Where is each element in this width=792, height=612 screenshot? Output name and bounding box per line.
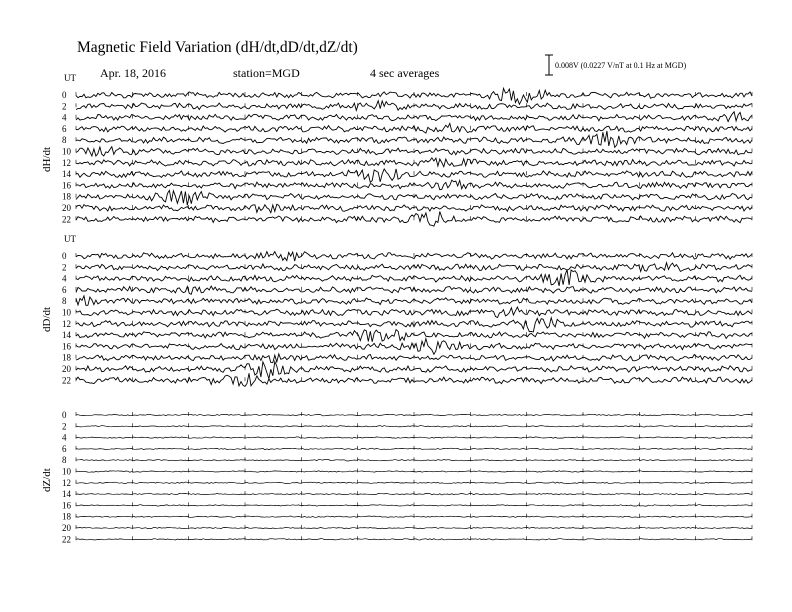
ylabel-dd: dD/dt bbox=[41, 306, 53, 332]
row-label-dD-dt-20: 20 bbox=[62, 364, 71, 374]
row-label-dZ-dt-14: 14 bbox=[62, 489, 71, 500]
ylabel-dh: dH/dt bbox=[41, 146, 53, 172]
row-label-dH-dt-0: 0 bbox=[62, 90, 67, 100]
row-label-dD-dt-8: 8 bbox=[62, 296, 67, 307]
row-label-dZ-dt-6: 6 bbox=[62, 443, 67, 454]
trace-dD-dt-20 bbox=[76, 362, 752, 379]
row-label-dZ-dt-22: 22 bbox=[62, 534, 71, 545]
row-label-dZ-dt-12: 12 bbox=[62, 477, 71, 488]
trace-dH-dt-0 bbox=[76, 88, 752, 104]
row-label-dD-dt-4: 4 bbox=[62, 273, 67, 284]
row-label-dH-dt-20: 20 bbox=[62, 203, 71, 213]
ylabel-dz: dZ/dt bbox=[41, 468, 53, 492]
row-label-dZ-dt-16: 16 bbox=[62, 500, 71, 511]
row-label-dH-dt-12: 12 bbox=[62, 157, 71, 168]
row-label-dZ-dt-18: 18 bbox=[62, 511, 71, 522]
scale-bar bbox=[545, 55, 553, 75]
trace-dH-dt-4 bbox=[76, 112, 752, 122]
row-label-dH-dt-2: 2 bbox=[62, 101, 67, 112]
row-label-dH-dt-8: 8 bbox=[62, 135, 67, 146]
row-label-dZ-dt-0: 0 bbox=[62, 410, 67, 420]
row-label-dD-dt-14: 14 bbox=[62, 330, 71, 341]
row-label-dD-dt-18: 18 bbox=[62, 352, 71, 363]
row-label-dH-dt-10: 10 bbox=[62, 146, 71, 157]
ut-label-panel-2: UT bbox=[64, 234, 76, 244]
row-label-dD-dt-12: 12 bbox=[62, 318, 71, 329]
row-label-dD-dt-0: 0 bbox=[62, 251, 67, 261]
row-label-dD-dt-10: 10 bbox=[62, 307, 71, 318]
date-label: Apr. 18, 2016 bbox=[100, 66, 166, 80]
trace-dH-dt-2 bbox=[76, 101, 752, 111]
row-label-dZ-dt-4: 4 bbox=[62, 432, 67, 443]
trace-dH-dt-14 bbox=[76, 169, 752, 182]
row-label-dD-dt-2: 2 bbox=[62, 262, 67, 273]
row-label-dZ-dt-8: 8 bbox=[62, 455, 67, 466]
row-label-dZ-dt-2: 2 bbox=[62, 421, 67, 432]
scale-note: 0.008V (0.0227 V/nT at 0.1 Hz at MGD) bbox=[555, 61, 687, 70]
row-label-dZ-dt-20: 20 bbox=[62, 523, 71, 533]
chart-title: Magnetic Field Variation (dH/dt,dD/dt,dZ/dt) bbox=[77, 39, 358, 56]
row-label-dH-dt-18: 18 bbox=[62, 191, 71, 202]
station-label: station=MGD bbox=[233, 66, 300, 80]
row-label-dH-dt-6: 6 bbox=[62, 123, 67, 134]
row-label-dD-dt-16: 16 bbox=[62, 341, 71, 352]
trace-dH-dt-18 bbox=[76, 190, 752, 205]
row-label-dH-dt-16: 16 bbox=[62, 180, 71, 191]
averaging-label: 4 sec averages bbox=[370, 66, 440, 80]
row-label-dH-dt-4: 4 bbox=[62, 112, 67, 123]
row-label-dH-dt-22: 22 bbox=[62, 214, 71, 225]
row-label-dZ-dt-10: 10 bbox=[62, 466, 71, 477]
row-label-dD-dt-22: 22 bbox=[62, 375, 71, 386]
row-label-dD-dt-6: 6 bbox=[62, 284, 67, 295]
trace-dD-dt-12 bbox=[76, 318, 752, 332]
row-label-dH-dt-14: 14 bbox=[62, 169, 71, 180]
ut-label-panel-1: UT bbox=[64, 73, 76, 83]
